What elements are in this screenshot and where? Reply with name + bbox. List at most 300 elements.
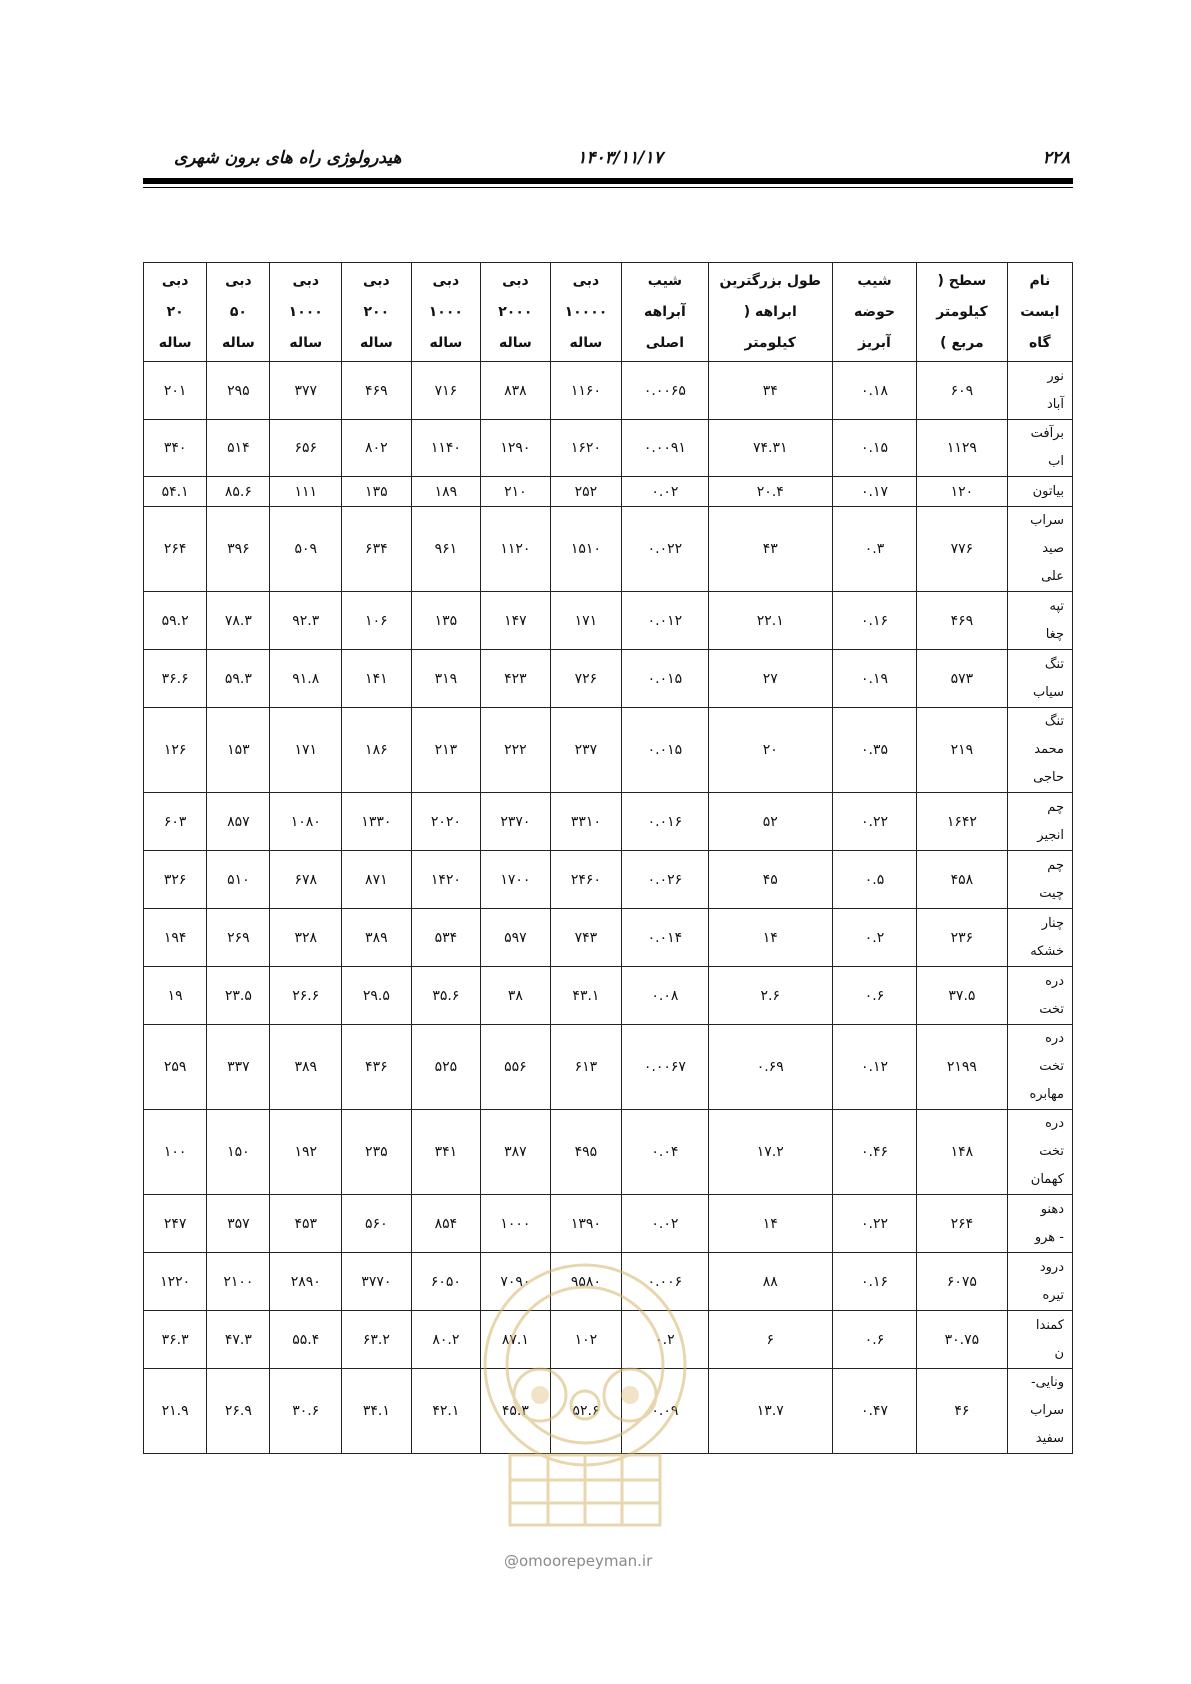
table-cell: ۲۳۶ — [917, 909, 1008, 967]
table-cell: ۳۶.۶ — [144, 650, 207, 708]
table-cell: ۰.۶ — [832, 967, 916, 1025]
table-cell: ۰.۶۹ — [708, 1025, 832, 1110]
table-cell: ۶۳.۲ — [342, 1311, 412, 1369]
table-cell: ۵۹.۳ — [207, 650, 270, 708]
table-cell: ۲۱۰۰ — [207, 1253, 270, 1311]
table-cell: ۶۰۵۰ — [411, 1253, 481, 1311]
table-cell: ۱۴ — [708, 909, 832, 967]
column-header-line: ساله — [569, 334, 603, 351]
column-header — [270, 263, 342, 362]
table-cell: ۲۶۹ — [207, 909, 270, 967]
column-header-line: مربع ) — [940, 334, 984, 351]
column-header-line: دبی — [161, 272, 189, 289]
table-cell: ۲۹۵ — [207, 362, 270, 420]
table-cell: ۳۷.۵ — [917, 967, 1008, 1025]
station-name-line: علی — [1041, 569, 1064, 584]
table-cell: ۱۰۸۰ — [270, 793, 342, 851]
table-row — [144, 967, 1073, 1025]
table-row — [144, 1253, 1073, 1311]
table-cell: ۱۲۰ — [917, 477, 1008, 507]
table-cell: ۱۴۱ — [342, 650, 412, 708]
table-cell: ۱۴۲۰ — [411, 851, 481, 909]
table-cell: ۰.۲۲ — [832, 1195, 916, 1253]
station-name-line: تپه — [1049, 598, 1064, 614]
column-header-line: ساله — [221, 334, 255, 351]
station-name — [1007, 967, 1072, 1025]
table-cell: ۳۴۱ — [411, 1110, 481, 1195]
table-cell: ۳۰.۶ — [270, 1369, 342, 1454]
station-name — [1007, 477, 1072, 507]
table-cell: ۲۶۴ — [917, 1195, 1008, 1253]
page-header — [170, 138, 1070, 178]
station-name-line: کمندا — [1035, 1317, 1064, 1333]
column-header-line: شیب — [647, 272, 683, 289]
table-cell: ۲۰ — [708, 708, 832, 793]
table-cell: ۵۵۶ — [481, 1025, 551, 1110]
table-cell: ۲۴۷ — [144, 1195, 207, 1253]
table-cell: ۲۸۹۰ — [270, 1253, 342, 1311]
station-name-line: صید — [1042, 541, 1064, 556]
column-header-line: ساله — [289, 334, 323, 351]
table-cell: ۱۶۲۰ — [550, 420, 622, 477]
station-name — [1007, 793, 1072, 851]
station-name-line: کهمان — [1030, 1172, 1064, 1187]
column-header-line: ۲۰ — [166, 303, 184, 320]
table-cell: ۱۹ — [144, 967, 207, 1025]
table-cell: ۰.۶ — [832, 1311, 916, 1369]
table-cell: ۴۳۶ — [342, 1025, 412, 1110]
station-name-line: - هرو — [1034, 1229, 1064, 1245]
table-cell: ۰.۱۶ — [832, 1253, 916, 1311]
table-cell: ۱۰۰ — [144, 1110, 207, 1195]
station-name-line: بیاتون — [1032, 483, 1064, 499]
station-name-line: انجیر — [1037, 827, 1064, 843]
table-cell: ۲۱۰ — [481, 477, 551, 507]
table-cell: ۸۷۱ — [342, 851, 412, 909]
table-cell: ۱۰۶ — [342, 592, 412, 650]
table-cell: ۱۶۴۲ — [917, 793, 1008, 851]
page-number: ۲۲۸ — [1042, 148, 1070, 168]
table-cell: ۵۶۰ — [342, 1195, 412, 1253]
table-cell: ۳۴۰ — [144, 420, 207, 477]
table-cell: ۲۳.۵ — [207, 967, 270, 1025]
table-cell: ۰.۱۶ — [832, 592, 916, 650]
table-cell: ۹۲.۳ — [270, 592, 342, 650]
station-name — [1007, 1311, 1072, 1369]
table-header-row — [144, 263, 1073, 362]
table-cell: ۰.۰۰۶ — [622, 1253, 708, 1311]
table-cell: ۴۶۹ — [342, 362, 412, 420]
table-row — [144, 1311, 1073, 1369]
station-name-line: اب — [1048, 454, 1064, 469]
station-name-line: سیاب — [1032, 684, 1064, 700]
column-header-line: ۱۰۰۰۰ — [564, 303, 608, 320]
table-cell: ۲۶.۹ — [207, 1369, 270, 1454]
table-cell: ۰.۲۲ — [832, 793, 916, 851]
document-date: ۱۴۰۳/۱۱/۱۷ — [577, 148, 663, 168]
table-cell: ۷۷۶ — [917, 507, 1008, 592]
table-cell: ۱۳.۷ — [708, 1369, 832, 1454]
table-cell: ۰.۰۲ — [622, 1195, 708, 1253]
table-cell: ۰.۱۵ — [832, 420, 916, 477]
table-cell: ۱۵۱۰ — [550, 507, 622, 592]
table-cell: ۱۲۶ — [144, 708, 207, 793]
station-name-line: نور — [1047, 368, 1064, 384]
column-header-line: ساله — [498, 334, 532, 351]
table-cell: ۰.۳۵ — [832, 708, 916, 793]
station-name-line: تخت — [1039, 1001, 1064, 1017]
table-cell: ۲۳۷۰ — [481, 793, 551, 851]
table-cell: ۰.۰۱۲ — [622, 592, 708, 650]
table-cell: ۰.۰۸ — [622, 967, 708, 1025]
table-cell: ۱۱۴۰ — [411, 420, 481, 477]
table-cell: ۱۱۶۰ — [550, 362, 622, 420]
table-cell: ۱۷۰۰ — [481, 851, 551, 909]
table-cell: ۴۶۹ — [917, 592, 1008, 650]
table-cell: ۱۵۳ — [207, 708, 270, 793]
table-row — [144, 362, 1073, 420]
table-cell: ۱۰۲ — [550, 1311, 622, 1369]
table-cell: ۰.۰۰۹۱ — [622, 420, 708, 477]
table-cell: ۵۱۴ — [207, 420, 270, 477]
table-cell: ۰.۱۹ — [832, 650, 916, 708]
table-cell: ۰.۰۰۶۷ — [622, 1025, 708, 1110]
table-cell: ۱۱۲۹ — [917, 420, 1008, 477]
table-cell: ۰.۱۲ — [832, 1025, 916, 1110]
station-name-line: چنار — [1041, 915, 1064, 931]
station-name — [1007, 1369, 1072, 1454]
table-cell: ۰.۲ — [832, 909, 916, 967]
column-header-line: کیلومتر — [744, 334, 796, 351]
table-cell: ۸۵.۶ — [207, 477, 270, 507]
table-cell: ۶۱۳ — [550, 1025, 622, 1110]
table-cell: ۱۲۲۰ — [144, 1253, 207, 1311]
column-header-line: آبریز — [858, 334, 891, 351]
table-row — [144, 650, 1073, 708]
table-cell: ۱۲۹۰ — [481, 420, 551, 477]
table-cell: ۱۴۷ — [481, 592, 551, 650]
table-cell: ۴۳ — [708, 507, 832, 592]
column-header — [832, 263, 916, 362]
column-header-line: ابراهه ( — [743, 303, 797, 320]
table-cell: ۳۶.۳ — [144, 1311, 207, 1369]
table-cell: ۵۰۹ — [270, 507, 342, 592]
station-name-line: تنگ — [1044, 656, 1064, 672]
table-cell: ۴۵۳ — [270, 1195, 342, 1253]
column-header-line: دبی — [363, 272, 390, 289]
table-cell: ۱۱۱ — [270, 477, 342, 507]
table-cell: ۴۶ — [917, 1369, 1008, 1454]
station-name-line: چم — [1047, 857, 1064, 873]
table-cell: ۵۳۴ — [411, 909, 481, 967]
table-cell: ۰.۳ — [832, 507, 916, 592]
table-row — [144, 477, 1073, 507]
table-cell: ۲۹.۵ — [342, 967, 412, 1025]
table-cell: ۵۹.۲ — [144, 592, 207, 650]
column-header-line: شیب — [857, 272, 892, 289]
table-cell: ۴۲.۱ — [411, 1369, 481, 1454]
station-name — [1007, 1253, 1072, 1311]
table-cell: ۶ — [708, 1311, 832, 1369]
station-name — [1007, 1110, 1072, 1195]
station-name-line: تنگ — [1044, 714, 1064, 729]
column-header — [1007, 263, 1072, 362]
column-header — [342, 263, 412, 362]
watermark-url: @omoorepeyman.ir — [504, 1552, 653, 1570]
station-name-line: ونایی- — [1030, 1375, 1064, 1390]
station-name — [1007, 362, 1072, 420]
table-cell: ۰.۱۷ — [832, 477, 916, 507]
column-header-line: ساله — [429, 334, 463, 351]
station-name-line: تخت — [1039, 1059, 1064, 1074]
column-header-line: ۱۰۰۰ — [428, 303, 463, 320]
column-header-line: حوضه — [854, 303, 895, 320]
table-cell: ۵۵.۴ — [270, 1311, 342, 1369]
table-cell: ۰.۴۷ — [832, 1369, 916, 1454]
table-cell: ۴۲۳ — [481, 650, 551, 708]
station-name — [1007, 420, 1072, 477]
column-header-line: ۲۰۰۰ — [498, 303, 533, 320]
table-cell: ۲۶.۶ — [270, 967, 342, 1025]
table-cell: ۲۱۹ — [917, 708, 1008, 793]
table-row — [144, 507, 1073, 592]
station-name-line: حاجی — [1033, 770, 1064, 785]
station-name — [1007, 851, 1072, 909]
table-cell: ۲۱۳ — [411, 708, 481, 793]
table-cell: ۳۲۶ — [144, 851, 207, 909]
table-row — [144, 1195, 1073, 1253]
table-cell: ۰.۰۲ — [622, 477, 708, 507]
table-cell: ۱۳۳۰ — [342, 793, 412, 851]
station-name-line: دره — [1045, 973, 1064, 989]
table-cell: ۷۲۶ — [550, 650, 622, 708]
table-cell: ۳۸۹ — [342, 909, 412, 967]
station-name-line: آباد — [1047, 396, 1064, 412]
discharge-table — [143, 262, 1073, 1454]
table-cell: ۲۰۲۰ — [411, 793, 481, 851]
table-cell: ۰.۰۹ — [622, 1369, 708, 1454]
table-cell: ۱۱۲۰ — [481, 507, 551, 592]
table-row — [144, 851, 1073, 909]
station-name-line: چغا — [1045, 626, 1064, 642]
table-cell: ۶۰۳ — [144, 793, 207, 851]
station-name-line: برآفت — [1030, 426, 1064, 441]
station-name-line: چم — [1047, 799, 1064, 815]
table-cell: ۰.۵ — [832, 851, 916, 909]
table-row — [144, 909, 1073, 967]
table-cell: ۵۲۵ — [411, 1025, 481, 1110]
column-header — [481, 263, 551, 362]
table-cell: ۳۵۷ — [207, 1195, 270, 1253]
station-name-line: سراب — [1030, 1403, 1064, 1418]
table-cell: ۸۰۲ — [342, 420, 412, 477]
table-cell: ۰.۰۰۶۵ — [622, 362, 708, 420]
table-cell: ۳۸۷ — [481, 1110, 551, 1195]
table-cell: ۴۳.۱ — [550, 967, 622, 1025]
station-name-line: سراب — [1030, 513, 1064, 528]
table-row — [144, 420, 1073, 477]
column-header-line: ساله — [158, 334, 192, 351]
table-cell: ۱۷۱ — [550, 592, 622, 650]
table-cell: ۸۸ — [708, 1253, 832, 1311]
column-header — [917, 263, 1008, 362]
table-row — [144, 1025, 1073, 1110]
table-cell: ۲۵۹ — [144, 1025, 207, 1110]
station-name — [1007, 507, 1072, 592]
table-cell: ۲۳۵ — [342, 1110, 412, 1195]
table-cell: ۶۷۸ — [270, 851, 342, 909]
table-cell: ۸۵۴ — [411, 1195, 481, 1253]
table-cell: ۴۹۵ — [550, 1110, 622, 1195]
table-cell: ۱۳۵ — [411, 592, 481, 650]
column-header-line: طول بزرگترین — [719, 272, 821, 289]
table-cell: ۴۵ — [708, 851, 832, 909]
station-name — [1007, 1025, 1072, 1110]
table-cell: ۳۳۱۰ — [550, 793, 622, 851]
station-name-line: مهابره — [1029, 1087, 1064, 1102]
station-name-line: دره — [1045, 1031, 1064, 1046]
table-cell: ۰.۱۸ — [832, 362, 916, 420]
table-cell: ۰.۰۴ — [622, 1110, 708, 1195]
table-cell: ۵۲.۶ — [550, 1369, 622, 1454]
table-cell: ۴۵.۳ — [481, 1369, 551, 1454]
station-name — [1007, 1195, 1072, 1253]
table-cell: ۸۷.۱ — [481, 1311, 551, 1369]
table-cell: ۰.۰۱۶ — [622, 793, 708, 851]
table-cell: ۳۰.۷۵ — [917, 1311, 1008, 1369]
station-name — [1007, 708, 1072, 793]
table-cell: ۱۰۰۰ — [481, 1195, 551, 1253]
station-name-line: دهنو — [1040, 1201, 1064, 1217]
table-cell: ۳۸ — [481, 967, 551, 1025]
document-title: هیدرولوژی راه های برون شهری — [174, 148, 402, 168]
table-cell: ۲.۶ — [708, 967, 832, 1025]
column-header — [622, 263, 708, 362]
table-cell: ۱۳۹۰ — [550, 1195, 622, 1253]
station-name-line: محمد — [1034, 742, 1064, 757]
table-cell: ۳۵.۶ — [411, 967, 481, 1025]
table-cell: ۱۷۱ — [270, 708, 342, 793]
table-cell: ۵۹۷ — [481, 909, 551, 967]
table-cell: ۰.۰۱۵ — [622, 708, 708, 793]
table-cell: ۲۶۴ — [144, 507, 207, 592]
table-cell: ۳۳۷ — [207, 1025, 270, 1110]
table-cell: ۲۴۶۰ — [550, 851, 622, 909]
header-rule-thick — [143, 178, 1073, 184]
table-cell: ۳۹۶ — [207, 507, 270, 592]
column-header-line: ایست — [1020, 303, 1060, 320]
table-cell: ۰.۲ — [622, 1311, 708, 1369]
table-cell: ۳۴ — [708, 362, 832, 420]
station-name-line: خشکه — [1030, 943, 1064, 959]
table-row — [144, 708, 1073, 793]
column-header-line: دبی — [432, 272, 460, 289]
table-cell: ۰.۰۱۵ — [622, 650, 708, 708]
table-cell: ۴۷.۳ — [207, 1311, 270, 1369]
column-header-line: سطح ( — [937, 272, 987, 289]
table-cell: ۲۰.۴ — [708, 477, 832, 507]
column-header-line: آبراهه — [644, 303, 686, 320]
table-cell: ۳۷۷۰ — [342, 1253, 412, 1311]
station-name-line: درود — [1039, 1259, 1064, 1275]
table-cell: ۱۴ — [708, 1195, 832, 1253]
table-cell: ۲۳۷ — [550, 708, 622, 793]
table-cell: ۵۴.۱ — [144, 477, 207, 507]
table-cell: ۵۷۳ — [917, 650, 1008, 708]
table-cell: ۷۸.۳ — [207, 592, 270, 650]
table-cell: ۱۹۴ — [144, 909, 207, 967]
table-cell: ۹۶۱ — [411, 507, 481, 592]
column-header — [411, 263, 481, 362]
column-header-line: نام — [1029, 272, 1051, 289]
table-cell: ۱۸۶ — [342, 708, 412, 793]
table-cell: ۹۵۸۰ — [550, 1253, 622, 1311]
column-header-line: دبی — [225, 272, 252, 289]
table-cell: ۷۴۳ — [550, 909, 622, 967]
table-cell: ۸۳۸ — [481, 362, 551, 420]
column-header-line: کیلومتر — [936, 303, 988, 320]
column-header — [708, 263, 832, 362]
table-cell: ۶۰۷۵ — [917, 1253, 1008, 1311]
column-header — [144, 263, 207, 362]
table-cell: ۱۴۸ — [917, 1110, 1008, 1195]
station-name-line: ن — [1054, 1345, 1064, 1361]
station-name-line: چیت — [1039, 885, 1064, 901]
table-cell: ۲۱۹۹ — [917, 1025, 1008, 1110]
table-cell: ۵۱۰ — [207, 851, 270, 909]
table-cell: ۱۹۲ — [270, 1110, 342, 1195]
table-cell: ۳۱۹ — [411, 650, 481, 708]
station-name-line: دره — [1045, 1116, 1064, 1131]
table-cell: ۲۰۱ — [144, 362, 207, 420]
table-cell: ۱۵۰ — [207, 1110, 270, 1195]
table-cell: ۶۵۶ — [270, 420, 342, 477]
table-cell: ۵۲ — [708, 793, 832, 851]
table-cell: ۸۰.۲ — [411, 1311, 481, 1369]
table-cell: ۲۲۲ — [481, 708, 551, 793]
table-cell: ۰.۰۲۶ — [622, 851, 708, 909]
table-cell: ۰.۰۲۲ — [622, 507, 708, 592]
table-cell: ۶۳۴ — [342, 507, 412, 592]
table-cell: ۰.۰۱۴ — [622, 909, 708, 967]
table-cell: ۴۵۸ — [917, 851, 1008, 909]
column-header-line: دبی — [572, 272, 600, 289]
station-name-line: تخت — [1039, 1144, 1064, 1159]
column-header-line: اصلی — [645, 334, 685, 351]
table-cell: ۷۴.۳۱ — [708, 420, 832, 477]
column-header-line: دبی — [292, 272, 320, 289]
table-cell: ۱۸۹ — [411, 477, 481, 507]
header-rule-thin — [143, 187, 1073, 188]
table-cell: ۷۰۹۰ — [481, 1253, 551, 1311]
table-cell: ۱۳۵ — [342, 477, 412, 507]
column-header — [550, 263, 622, 362]
station-name-line: تیره — [1042, 1287, 1064, 1303]
table-row — [144, 1369, 1073, 1454]
table-cell: ۶۰۹ — [917, 362, 1008, 420]
table-cell: ۷۱۶ — [411, 362, 481, 420]
table-cell: ۸۵۷ — [207, 793, 270, 851]
table-cell: ۳۲۸ — [270, 909, 342, 967]
station-name — [1007, 650, 1072, 708]
table-cell: ۲۷ — [708, 650, 832, 708]
column-header-line: ۲۰۰ — [363, 303, 390, 320]
table-row — [144, 1110, 1073, 1195]
station-name — [1007, 592, 1072, 650]
table-cell: ۳۷۷ — [270, 362, 342, 420]
table-cell: ۱۷.۲ — [708, 1110, 832, 1195]
column-header-line: ۱۰۰۰ — [288, 303, 323, 320]
